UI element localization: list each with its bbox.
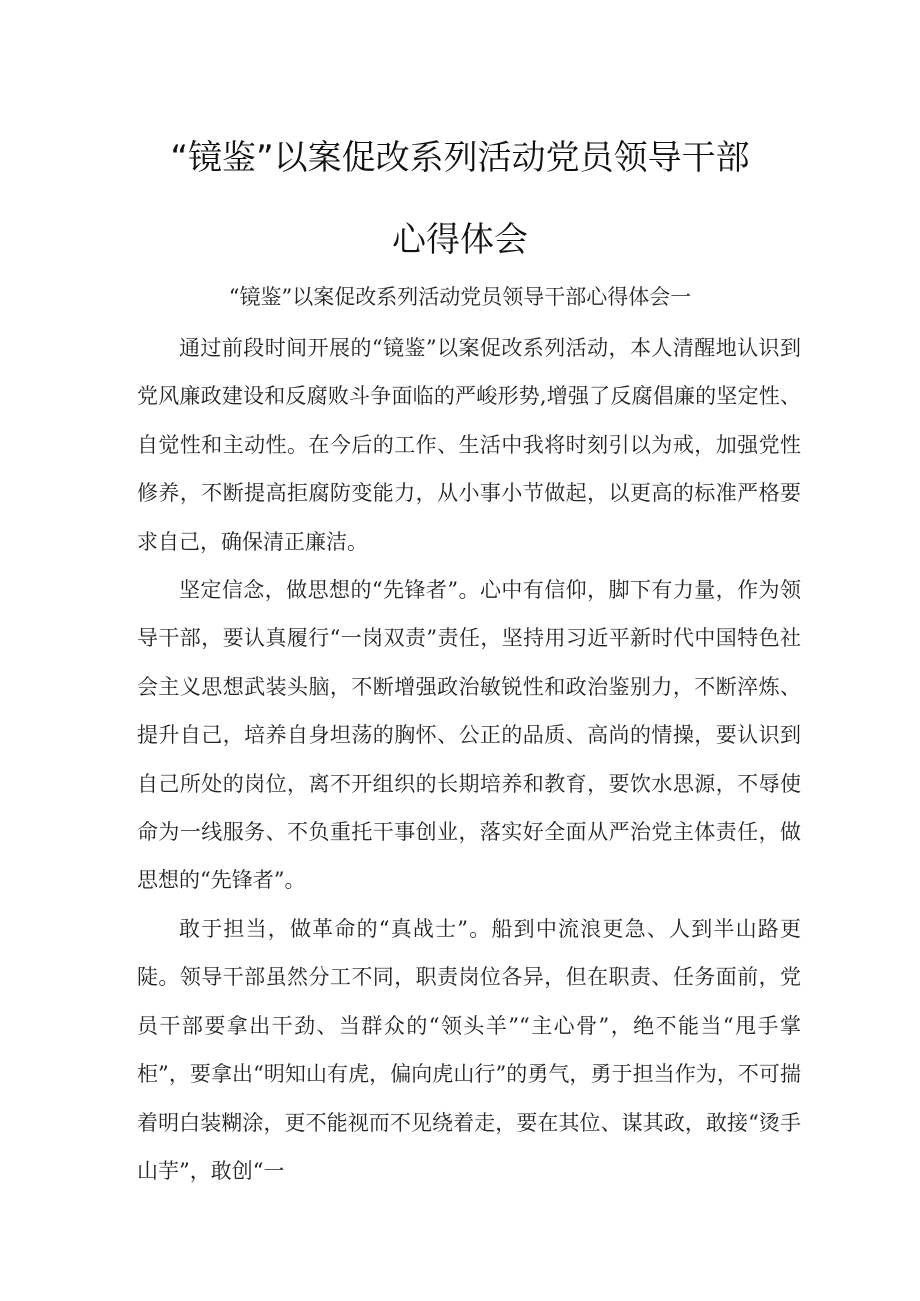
document-title-line-1: “镜鉴”以案促改系列活动党员领导干部 <box>170 138 750 178</box>
paragraph-3: 敢于担当，做革命的“真战士”。船到中流浪更急、人到半山路更陡。领导干部虽然分工不同，职责岗位各异，但在职责、任务面前，党员干部要拿出干劲、当群众的“领头羊”“主心骨”，绝不能当“甩手掌柜”，要拿出“明知山有虎，偏向虎山行”的勇气，勇于担当作为，不可揣着明白装糊涂，更不能视而不见绕着走，要在其位、谋其政，敢接“烫手山芋”，敢创“一 <box>137 916 801 1183</box>
document-body <box>137 324 801 1195</box>
document-subtitle: “镜鉴”以案促改系列活动党员领导干部心得体会一 <box>228 285 692 309</box>
paragraph-2: 坚定信念，做思想的“先锋者”。心中有信仰，脚下有力量，作为领导干部，要认真履行“一岗双责”责任，坚持用习近平新时代中国特色社会主义思想武装头脑，不断增强政治敏锐性和政治鉴别力，不断淬炼、提升自己，培养自身坦荡的胸怀、公正的品质、高尚的情操，要认识到自己所处的岗位，离不开组织的长期培养和教育，要饮水思源，不辱使命为一线服务、不负重托干事创业，落实好全面从严治党主体责任，做思想的“先锋者”。 <box>137 578 801 893</box>
paragraph-1: 通过前段时间开展的“镜鉴”以案促改系列活动，本人清醒地认识到党风廉政建设和反腐败斗争面临的严峻形势,增强了反腐倡廉的坚定性、自觉性和主动性。在今后的工作、生活中我将时刻引以为戒，加强党性修养，不断提高拒腐防变能力，从小事小节做起，以更高的标准严格要求自己，确保清正廉洁。 <box>137 336 801 554</box>
document-title-line-2: 心得体会 <box>392 220 528 260</box>
